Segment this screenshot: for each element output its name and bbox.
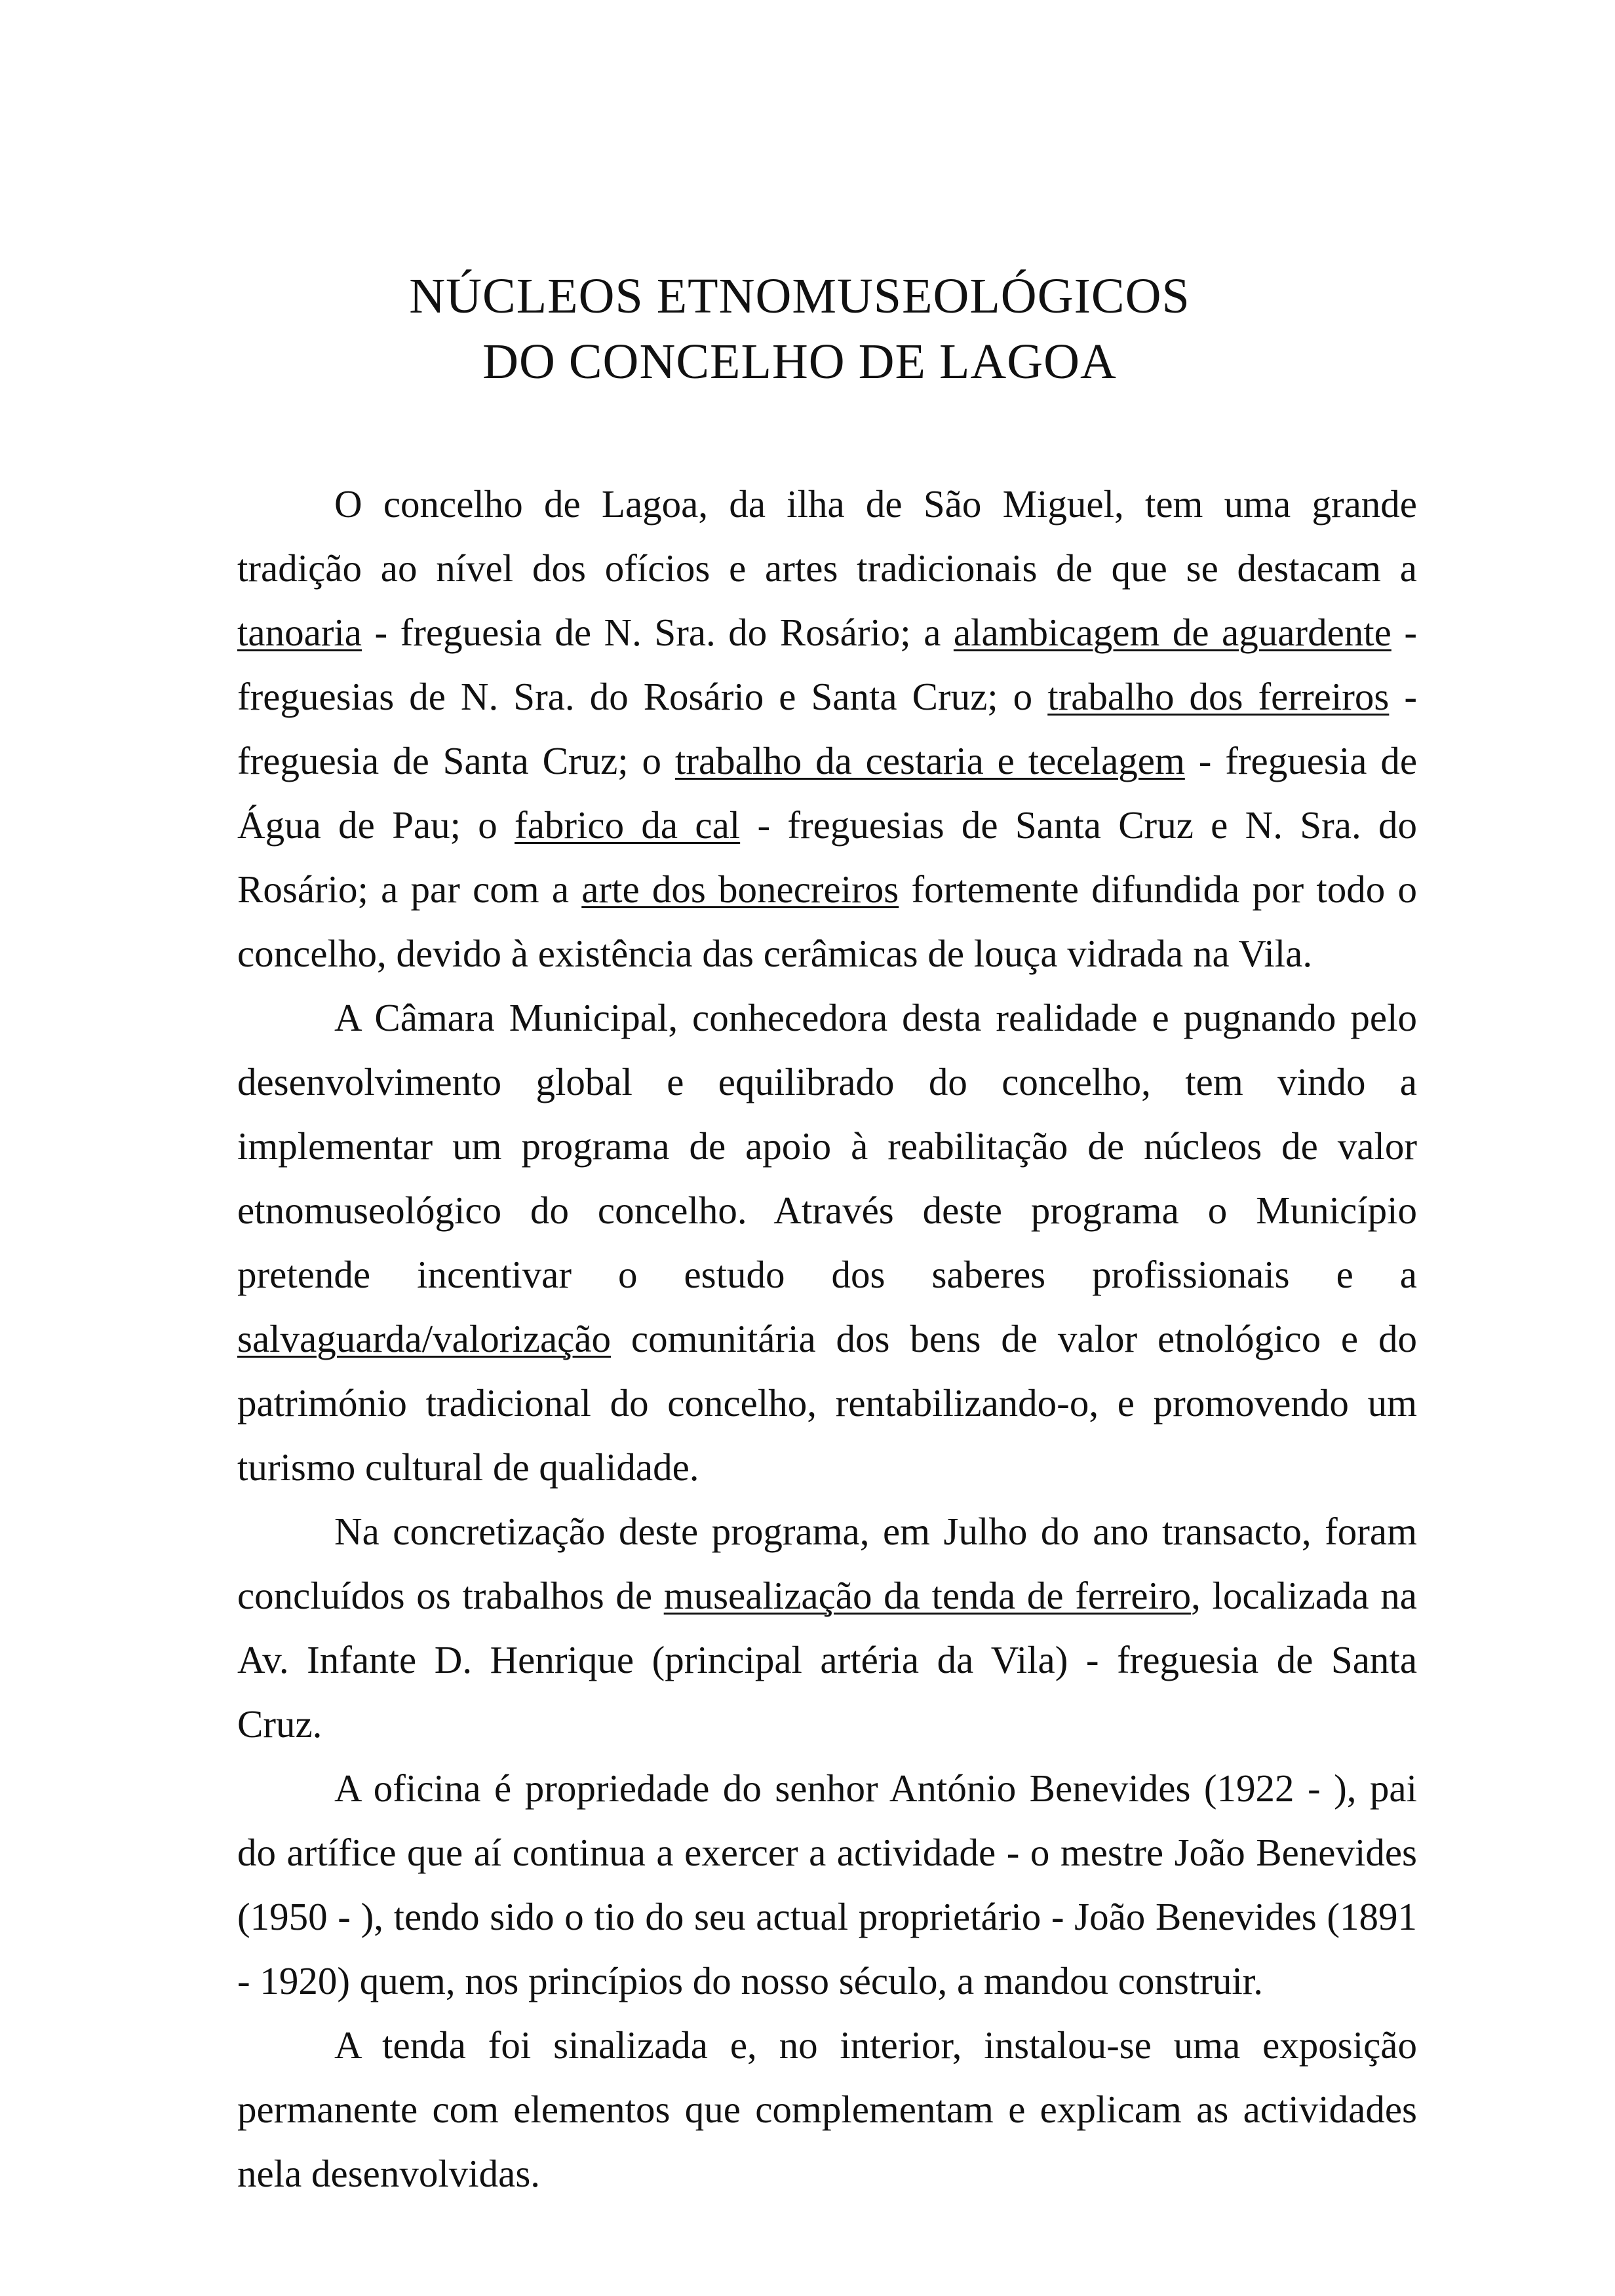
paragraph-text: A Câmara Municipal, conhecedora desta realidade e pugnando pelo desenvolvimento global e equilibrado do concelho, tem vindo a implementar um programa de apoio à reabilitação de núcleos de valor etnomuseológico do concelho. Através deste programa o Município pretende incentivar o estudo dos saberes profissionais e a — [237, 996, 1417, 1296]
paragraph-3 — [237, 1499, 1417, 1756]
underlined-term-tanoaria: tanoaria — [237, 611, 362, 654]
underlined-term-alambicagem: alambicagem de aguardente — [953, 611, 1391, 654]
paragraph-text: - freguesia de Água de Pau; o — [237, 739, 1417, 847]
paragraph-2 — [237, 985, 1417, 1499]
underlined-term-salvaguarda: salvaguarda/valorização — [237, 1317, 612, 1360]
paragraph-text: - freguesias de Santa Cruz e N. Sra. do Rosário; a par com a — [237, 803, 1418, 911]
document-body — [237, 472, 1417, 2206]
paragraph-text: - freguesia de N. Sra. do Rosário; a — [362, 611, 954, 654]
paragraph-text: - freguesias de N. Sra. do Rosário e Santa Cruz; o — [237, 611, 1417, 718]
paragraph-text: O concelho de Lagoa, da ilha de São Miguel, tem uma grande tradição ao nível dos ofícios e artes tradicionais de que se destacam a — [237, 482, 1417, 590]
page-title-line-1: NÚCLEOS ETNOMUSEOLÓGICOS — [409, 269, 1190, 324]
paragraph-1 — [237, 472, 1417, 985]
paragraph-text: A oficina é propriedade do senhor António Benevides (1922 - ), pai do artífice que aí continua a exercer a actividade - o mestre João Benevides (1950 - ), tendo sido o tio do seu actual proprietário - João Benevides (1891 - 1920) quem, nos princípios do nosso século, a mandou construir. — [237, 1767, 1417, 2002]
underlined-term-ferreiros: trabalho dos ferreiros — [1047, 675, 1390, 718]
paragraph-text: fortemente difundida por todo o concelho, devido à existência das cerâmicas de louça vidrada na Vila. — [237, 868, 1417, 975]
paragraph-text: comunitária dos bens de valor etnológico e do património tradicional do concelho, rentabilizando-o, e promovendo um turismo cultural de qualidade. — [237, 1317, 1417, 1489]
underlined-term-cestaria: trabalho da cestaria e tecelagem — [674, 739, 1185, 782]
paragraph-4 — [237, 1756, 1417, 2013]
paragraph-text: Na concretização deste programa, em Julho do ano transacto, foram concluídos os trabalhos de — [237, 1510, 1417, 1617]
paragraph-text: A tenda foi sinalizada e, no interior, instalou-se uma exposição permanente com elementos que complementam e explicam as actividades nela desenvolvidas. — [237, 2023, 1417, 2195]
underlined-term-fabrico-cal: fabrico da cal — [515, 803, 741, 847]
paragraph-text: - freguesia de Santa Cruz; o — [237, 675, 1417, 782]
underlined-term-musealizacao: musealização da tenda de ferreiro — [663, 1574, 1192, 1617]
paragraph-5 — [237, 2013, 1417, 2206]
page-title-line-2: DO CONCELHO DE LAGOA — [482, 334, 1117, 389]
paragraph-text: , localizada na Av. Infante D. Henrique (principal artéria da Vila) - freguesia de Santa Cruz. — [237, 1574, 1417, 1746]
underlined-term-bonecreiros: arte dos bonecreiros — [581, 868, 899, 911]
